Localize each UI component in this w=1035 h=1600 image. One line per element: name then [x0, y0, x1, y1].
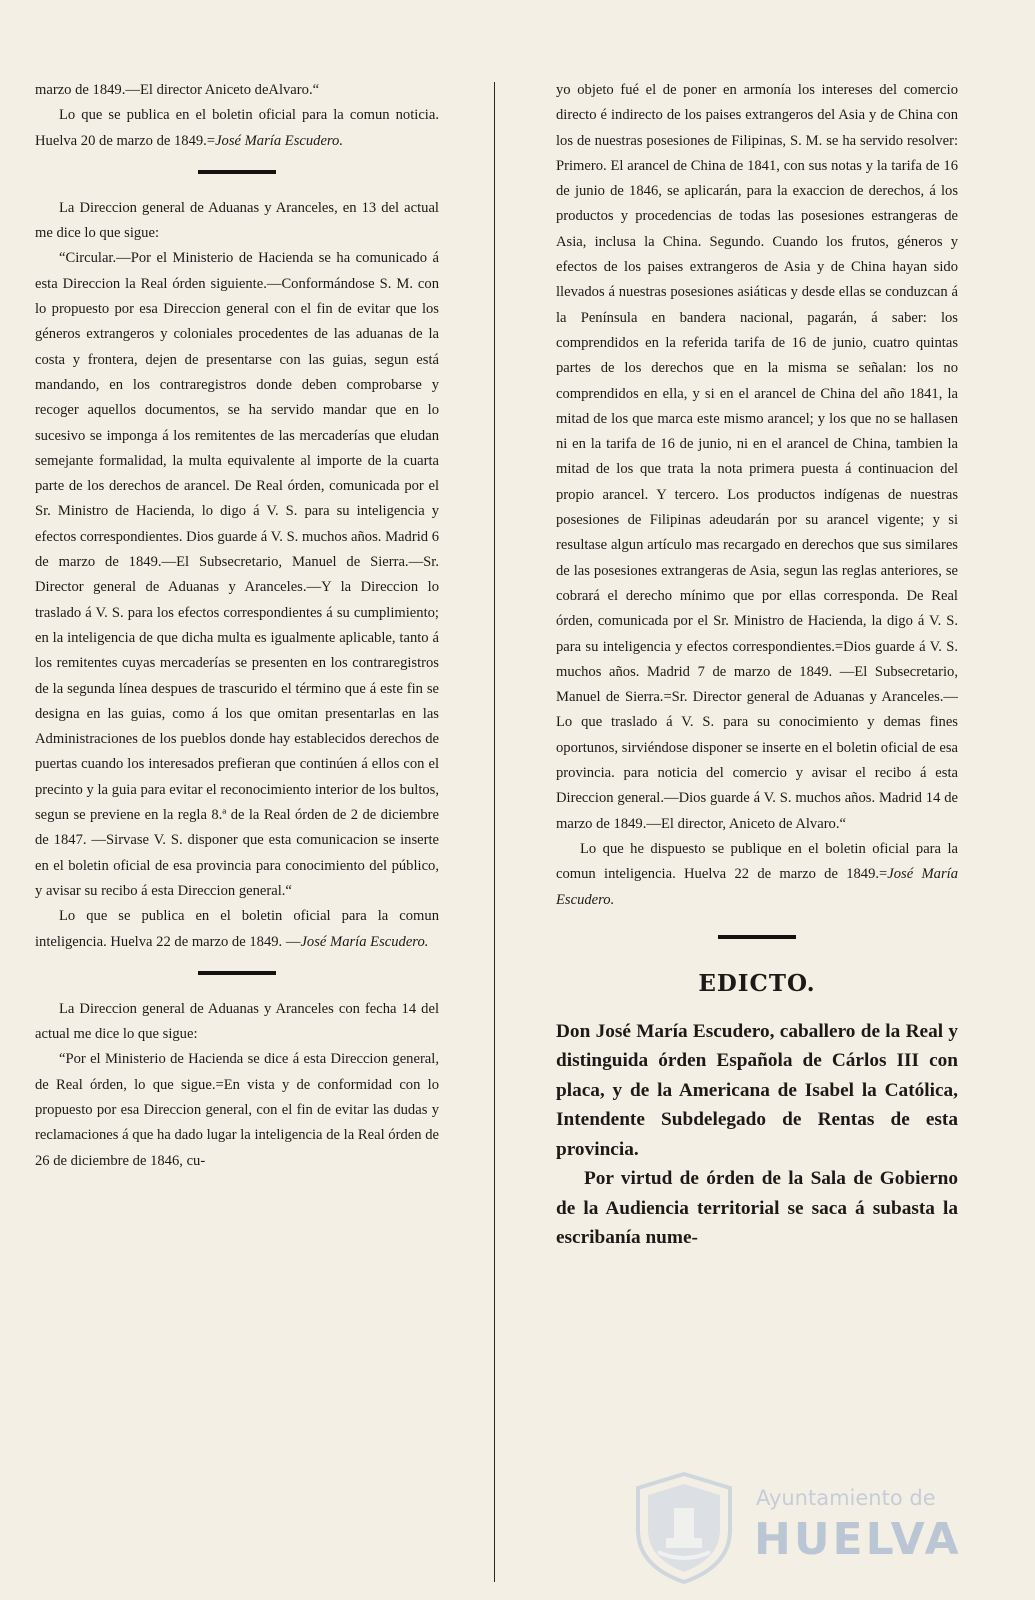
signature: José María Escudero.	[300, 933, 429, 950]
section-intro: La Direccion general de Aduanas y Aranceles con fecha 14 del actual me dice lo que sigue:	[35, 1000, 439, 1043]
section-separator	[198, 170, 276, 174]
edict-body: Por virtud de órden de la Sala de Gobierno de la Audiencia territorial se saca á subasta la escribanía nume-	[556, 1168, 958, 1249]
signature: José María Escudero.	[215, 132, 343, 149]
left-column	[35, 78, 439, 1174]
royal-order-text: “Por el Ministerio de Hacienda se dice á esta Direccion general, de Real órden, lo que sigue.=En vista y de conformidad con lo propuesto por esa Direccion general, con el fin de evitar las dudas y reclamaciones á que ha dado lugar la inteligencia de la Real órden de 26 de diciembre de 1846, cu-	[35, 1051, 439, 1169]
municipal-seal-icon	[628, 1468, 740, 1588]
watermark-line2: HUELVA	[754, 1514, 962, 1565]
column-divider	[494, 82, 495, 1582]
watermark	[628, 1468, 962, 1588]
publication-note: Lo que he dispuesto se publique en el boletin oficial para la comun inteligencia. Huelva 22 de marzo de 1849.=José María Escudero.	[556, 840, 958, 908]
royal-order-continuation: yo objeto fué el de poner en armonía los intereses del comercio directo é indirecto de los paises extrangeros del Asia y de China con los de nuestras posesiones de Filipinas, S. M. se ha servido resolver: Primero. El arancel de China de 1841, con sus notas y la tarifa de 16 de junio de 1846, se aplicarán, para la exaccion de derechos, á los productos y procedencias de todas las posesiones estrangeras de Asia, inclusa la China. Segundo. Cuando los frutos, géneros y efectos de los paises extrangeros de Asia y de China hayan sido llevados á nuestras posesiones asiáticas y desde ellas se conduzcan á la Península en bandera nacional, pagarán, á saber: los comprendidos en la referida tarifa de 16 de junio, cuatro quintas partes de los derechos que en la misma se señalan: los no comprendidos en ella, y si en el arancel de China del año 1841, la mitad de los que marca este mismo arancel; y los que no se hallasen ni en la tarifa de 16 de junio, ni en el arancel de China, tambien la mitad de los que trata la nota primera puesta á continuacion del propio arancel. Y tercero. Los productos indígenas de nuestras posesiones de Filipinas adeudarán por su arancel vigente; y si resultase algun artículo mas recargado en derechos que sus similares de las posesiones extrangeras de Asia, segun las reglas anteriores, se cobrará el derecho mínimo que por ellas corresponda. De Real órden, comunicada por el Sr. Ministro de Hacienda, la digo á V. S. para su inteligencia y efectos correspondientes.=Dios guarde á V. S. muchos años. Madrid 7 de marzo de 1849. —El Subsecretario, Manuel de Sierra.=Sr. Director general de Aduanas y Aranceles.—Lo que traslado á V. S. para su conocimiento y demas fines oportunos, sirviéndose disponer se inserte en el boletin oficial de esa provincia. para noticia del comercio y avisar el recibo á esta Direccion general.—Dios guarde á V. S. muchos años. Madrid 14 de marzo de 1849.—El director, Aniceto de Alvaro.“	[556, 82, 958, 832]
closing-line: marzo de 1849.—El director Aniceto deAlvaro.“	[35, 82, 320, 98]
section-separator	[198, 971, 276, 975]
edict-intro: Don José María Escudero, caballero de la Real y distinguida órden Española de Cárlos III con placa, y de la Americana de Isabel la Católica, Intendente Subdelegado de Rentas de esta provincia.	[556, 1020, 958, 1160]
watermark-line1: Ayuntamiento de	[756, 1486, 936, 1510]
section-intro: La Direccion general de Aduanas y Aranceles, en 13 del actual me dice lo que sigue:	[35, 199, 439, 242]
circular-text: “Circular.—Por el Ministerio de Hacienda se ha comunicado á esta Direccion la Real órden siguiente.—Conformándose S. M. con lo propuesto por esa Direccion general con el fin de evitar que los géneros extrangeros y coloniales procedentes de las aduanas de la costa y frontera, dejen de presentarse con las guias, segun está mandando, en los contraregistros donde deben comprobarse y recoger aquellos documentos, se ha servido mandar que en lo sucesivo se imponga á los remitentes de las mercaderías que eludan semejante formalidad, la multa equivalente al importe de la cuarta parte de los derechos de arancel. De Real órden, comunicada por el Sr. Ministro de Hacienda, lo digo á V. S. para su inteligencia y efectos correspondientes. Dios guarde á V. S. muchos años. Madrid 6 de marzo de 1849.—El Subsecretario, Manuel de Sierra.—Sr. Director general de Aduanas y Aranceles.—Y la Direccion lo traslado á V. S. para los efectos correspondientes á su cumplimiento; en la inteligencia de que dicha multa es igualmente aplicable, tanto á los remitentes cuyas mercaderías se presenten en los contraregistros de la segunda línea despues de trascurido el término que á este fin se designa en las guias, como á los que omitan presentarlas en las Administraciones de los pueblos donde hay establecidos derechos de puertas cuando los interesados prefieran que continúen á ellos con el precinto y la guia para evitar el reconocimiento interior de los bultos, segun se previene en la regla 8.ª de la Real órden de 2 de diciembre de 1847. —Sirvase V. S. disponer que esta comunicacion se inserte en el boletin oficial de esa provincia para conocimiento del público, y avisar su recibo á esta Direccion general.“	[35, 250, 439, 899]
publication-note: Lo que se publica en el boletin oficial para la comun inteligencia. Huelva 22 de marzo de 1849. —José María Escudero.	[35, 908, 439, 950]
signature: José María Escudero.	[556, 866, 958, 908]
publication-note: Lo que se publica en el boletin oficial para la comun noticia. Huelva 20 de marzo de 1849.=José María Escudero.	[35, 107, 439, 149]
edict-title: EDICTO.	[698, 969, 816, 997]
right-column	[556, 78, 958, 1253]
section-separator	[718, 935, 796, 939]
